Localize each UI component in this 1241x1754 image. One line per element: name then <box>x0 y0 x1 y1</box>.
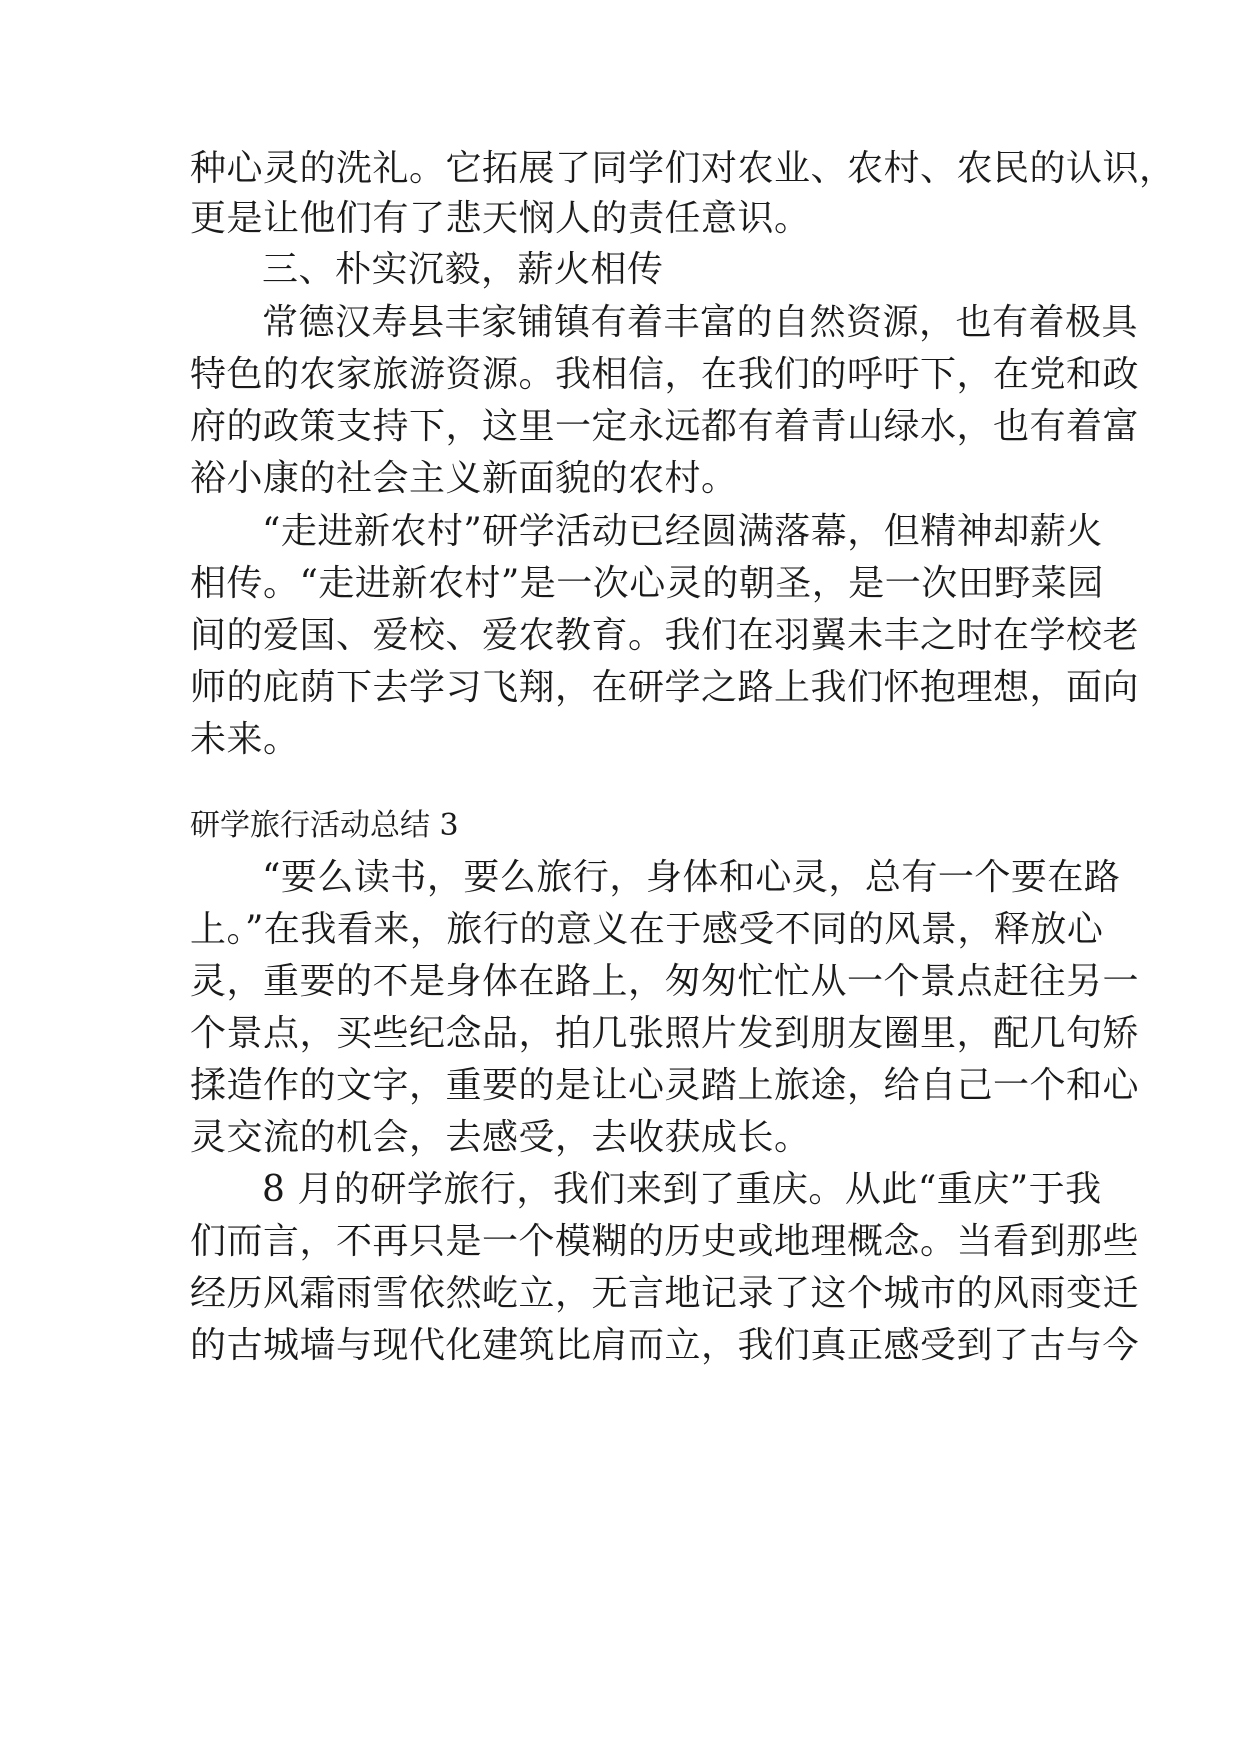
paragraph-2-line-3: 府的政策支持下，这里一定永远都有着青山绿水，也有着富 <box>190 406 1140 447</box>
paragraph-5-line-1: 8 月的研学旅行，我们来到了重庆。从此“重庆”于我 <box>262 1169 1102 1210</box>
paragraph-2-line-1: 常德汉寿县丰家铺镇有着丰富的自然资源，也有着极具 <box>262 302 1139 343</box>
article-title: 研学旅行活动总结 3 <box>190 808 459 843</box>
paragraph-3-line-4: 师的庇荫下去学习飞翔，在研学之路上我们怀抱理想，面向 <box>190 667 1140 708</box>
paragraph-4-line-4: 个景点，买些纪念品，拍几张照片发到朋友圈里，配几句矫 <box>190 1013 1140 1054</box>
section-heading: 三、朴实沉毅，薪火相传 <box>262 249 664 290</box>
paragraph-3-line-5: 未来。 <box>190 719 300 760</box>
paragraph-3-line-3: 间的爱国、爱校、爱农教育。我们在羽翼未丰之时在学校老 <box>190 615 1140 656</box>
paragraph-4-line-3: 灵，重要的不是身体在路上，匆匆忙忙从一个景点赶往另一 <box>190 961 1140 1002</box>
paragraph-5-line-4: 的古城墙与现代化建筑比肩而立，我们真正感受到了古与今 <box>190 1325 1140 1366</box>
paragraph-5-line-2: 们而言，不再只是一个模糊的历史或地理概念。当看到那些 <box>190 1221 1140 1262</box>
paragraph-5-line-3: 经历风霜雨雪依然屹立，无言地记录了这个城市的风雨变迁 <box>190 1273 1140 1314</box>
paragraph-4-line-5: 揉造作的文字，重要的是让心灵踏上旅途，给自己一个和心 <box>190 1065 1140 1106</box>
paragraph-3-line-2: 相传。“走进新农村”是一次心灵的朝圣，是一次田野菜园 <box>190 563 1104 604</box>
paragraph-3-line-1: “走进新农村”研学活动已经圆满落幕，但精神却薪火 <box>262 511 1103 552</box>
paragraph-1-line-2: 更是让他们有了悲天悯人的责任意识。 <box>190 198 811 239</box>
paragraph-4-line-6: 灵交流的机会，去感受，去收获成长。 <box>190 1117 811 1158</box>
paragraph-4-line-1: “要么读书，要么旅行，身体和心灵，总有一个要在路 <box>262 857 1121 898</box>
paragraph-1-line-1: 种心灵的洗礼。它拓展了同学们对农业、农村、农民的认识， <box>190 148 1176 189</box>
paragraph-2-line-4: 裕小康的社会主义新面貌的农村。 <box>190 458 738 499</box>
paragraph-2-line-2: 特色的农家旅游资源。我相信，在我们的呼吁下，在党和政 <box>190 354 1140 395</box>
paragraph-4-line-2: 上。”在我看来，旅行的意义在于感受不同的风景，释放心 <box>190 909 1104 950</box>
